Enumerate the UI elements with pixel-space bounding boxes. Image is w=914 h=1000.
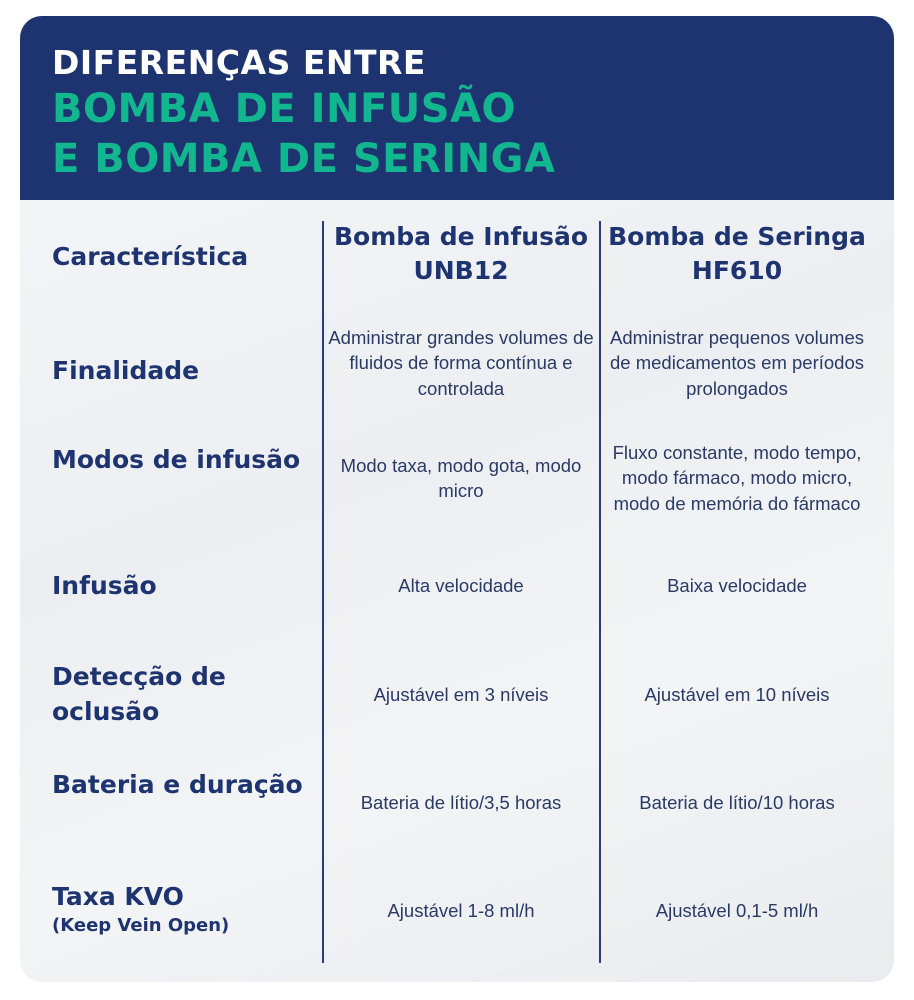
cell-infusao-infusao: Alta velocidade xyxy=(398,575,524,597)
header-col-seringa: Bomba de Seringa HF610 xyxy=(608,222,866,285)
title-line-2: BOMBA DE INFUSÃO xyxy=(52,86,517,132)
row-label-modos-infusao: Modos de infusão xyxy=(52,445,301,474)
cell-modos-seringa: Fluxo constante, modo tempo, modo fármaco, modo micro, modo de memória do fármaco xyxy=(612,441,862,514)
header-col-infusao: Bomba de Infusão UNB12 xyxy=(333,222,588,285)
cell-infusao-seringa: Baixa velocidade xyxy=(667,575,807,597)
cell-finalidade-seringa: Administrar pequenos volumes de medicamentos em períodos prolongados xyxy=(610,326,864,399)
comparison-card xyxy=(20,16,894,982)
column-divider-1 xyxy=(322,221,324,963)
row-label-infusao: Infusão xyxy=(52,571,157,600)
cell-kvo-seringa: Ajustável 0,1-5 ml/h xyxy=(655,900,819,922)
cell-modos-infusao: Modo taxa, modo gota, modo micro xyxy=(340,454,582,501)
title-line-1: DIFERENÇAS ENTRE xyxy=(52,43,426,82)
cell-bateria-infusao: Bateria de lítio/3,5 horas xyxy=(360,792,562,814)
column-divider-2 xyxy=(599,221,601,963)
header-label-caracteristica: Característica xyxy=(52,242,249,271)
title-line-3: E BOMBA DE SERINGA xyxy=(52,136,556,182)
title-banner xyxy=(20,16,894,200)
row-label-deteccao-oclusao: Detecção de oclusão xyxy=(52,662,226,726)
cell-oclusao-infusao: Ajustável em 3 níveis xyxy=(373,684,549,706)
cell-kvo-infusao: Ajustável 1-8 ml/h xyxy=(387,900,535,922)
row-label-bateria: Bateria e duração xyxy=(52,770,303,799)
row-sublabel-keep-vein-open: (Keep Vein Open) xyxy=(52,915,230,936)
cell-oclusao-seringa: Ajustável em 10 níveis xyxy=(644,684,830,706)
row-label-finalidade: Finalidade xyxy=(52,356,200,385)
row-label-taxa-kvo-text: Taxa KVO xyxy=(52,882,184,911)
row-label-taxa-kvo xyxy=(52,879,312,938)
cell-bateria-seringa: Bateria de lítio/10 horas xyxy=(639,792,835,814)
cell-finalidade-infusao: Administrar grandes volumes de fluidos de forma contínua e controlada xyxy=(328,326,594,399)
